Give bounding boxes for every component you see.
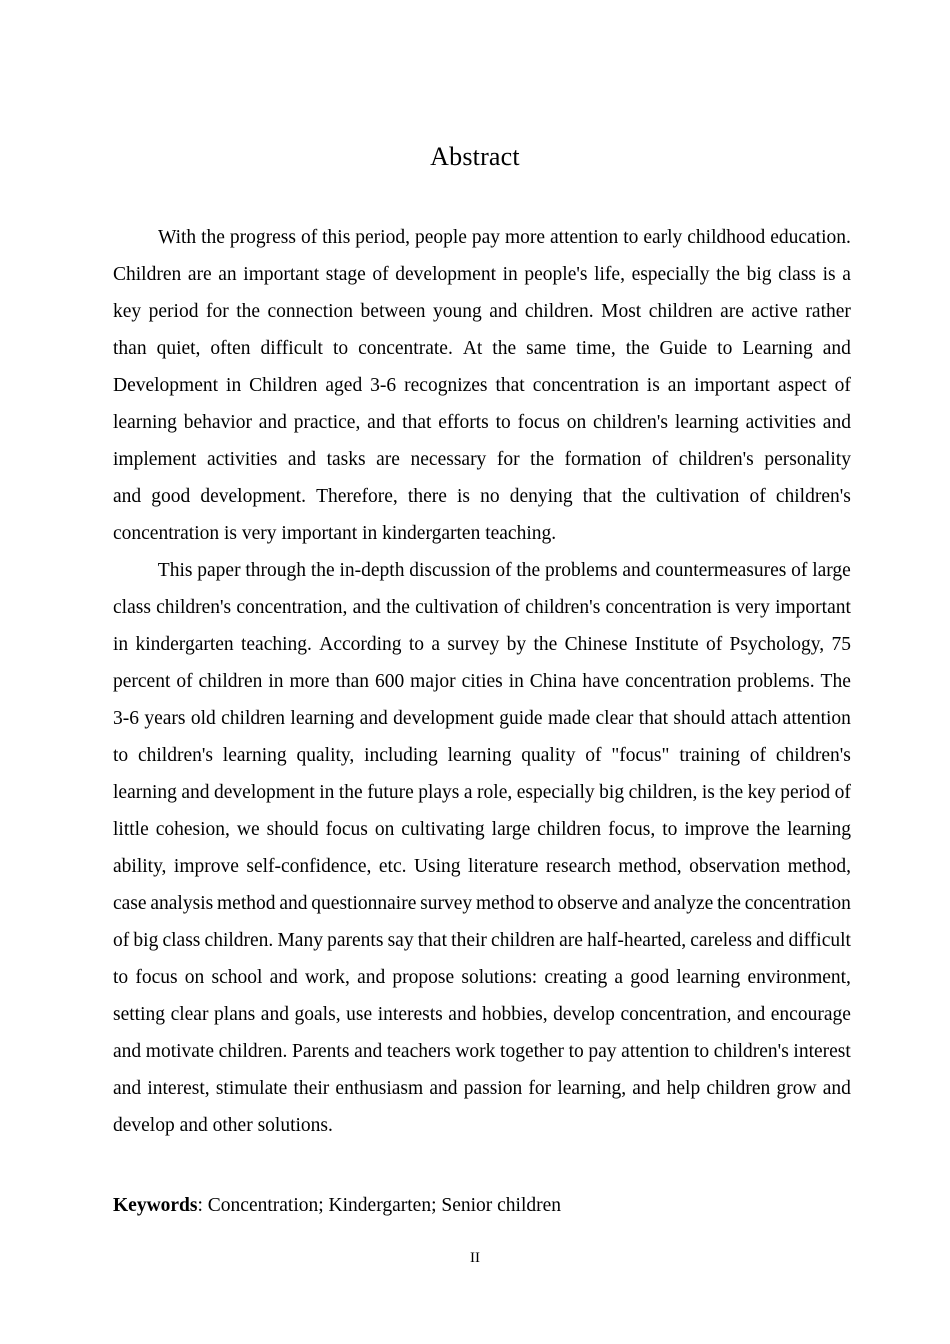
text-line: concentration is very important in kindergarten teaching.: [113, 523, 557, 544]
text-line: class children's concentration, and the cultivation of children's concentration is very important: [113, 597, 851, 618]
text-line: of big class children. Many parents say that their children are half-hearted, careless and difficult: [113, 930, 851, 951]
text-line: learning and development in the future plays a role, especially big children, is the key period of: [113, 782, 851, 803]
keywords-line: [113, 1192, 851, 1220]
keywords-label: Keywords: [113, 1195, 198, 1216]
text-line: setting clear plans and goals, use interests and hobbies, develop concentration, and encourage: [113, 1004, 851, 1025]
text-line: to focus on school and work, and propose solutions: creating a good learning environment,: [113, 967, 851, 988]
keywords-separator: :: [197, 1195, 208, 1216]
text-line: little cohesion, we should focus on cultivating large children focus, to improve the learning: [113, 819, 851, 840]
page-number: II: [470, 1250, 480, 1266]
text-line: Children are an important stage of development in people's life, especially the big class is a: [113, 264, 851, 285]
text-line: to children's learning quality, including learning quality of "focus" training of children's: [113, 745, 851, 766]
text-line: With the progress of this period, people pay more attention to early childhood education.: [157, 227, 851, 248]
text-line: develop and other solutions.: [113, 1115, 333, 1136]
text-line: learning behavior and practice, and that efforts to focus on children's learning activities and: [113, 412, 851, 433]
text-line: than quiet, often difficult to concentrate. At the same time, the Guide to Learning and: [113, 338, 851, 359]
text-line: and motivate children. Parents and teachers work together to pay attention to children's interest: [113, 1041, 851, 1062]
text-line: percent of children in more than 600 major cities in China have concentration problems. The: [113, 671, 851, 692]
text-line: This paper through the in-depth discussion of the problems and countermeasures of large: [157, 560, 851, 581]
text-line: Development in Children aged 3-6 recognizes that concentration is an important aspect of: [113, 375, 851, 396]
text-line: 3-6 years old children learning and development guide made clear that should attach attention: [113, 708, 851, 729]
text-line: and interest, stimulate their enthusiasm and passion for learning, and help children grow and: [113, 1078, 851, 1099]
text-line: case analysis method and questionnaire survey method to observe and analyze the concentration: [113, 893, 851, 914]
paragraph-1: [113, 219, 851, 552]
abstract-body: [113, 219, 851, 1144]
text-line: key period for the connection between young and children. Most children are active rather: [113, 301, 851, 322]
paragraph-2: [113, 552, 851, 1144]
text-line: and good development. Therefore, there is no denying that the cultivation of children's: [113, 486, 851, 507]
page-title: Abstract: [430, 142, 520, 172]
text-line: implement activities and tasks are necessary for the formation of children's personality: [113, 449, 851, 470]
keywords-value: Concentration; Kindergarten; Senior children: [207, 1195, 562, 1216]
text-line: ability, improve self-confidence, etc. Using literature research method, observation method,: [113, 856, 851, 877]
text-line: in kindergarten teaching. According to a survey by the Chinese Institute of Psychology, 75: [113, 634, 851, 655]
